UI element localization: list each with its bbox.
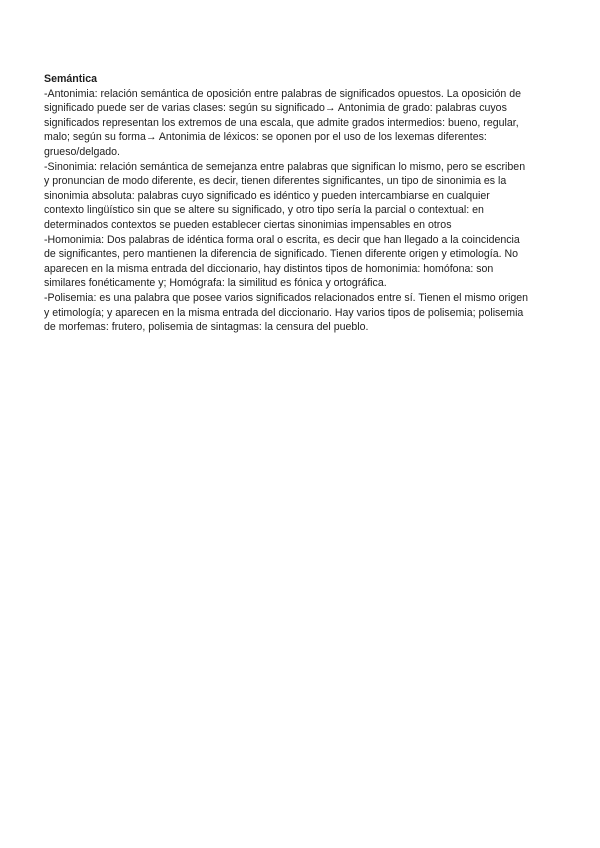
- paragraph-homonimia: -Homonimia: Dos palabras de idéntica forma oral o escrita, es decir que han llegado a la coincidencia de significantes, pero mantienen la diferencia de significado. Tienen diferente origen y etimología. No aparecen en la misma entrada del diccionario, hay distintos tipos de homonimia: homófona: son similares fonéticamente y; Homógrafa: la similitud es fónica y ortográfica.: [44, 233, 520, 290]
- paragraph-antonimia: -Antonimia: relación semántica de oposición entre palabras de significados opuestos. La oposición de significado puede ser de varias clases: según su significado→ Antonimia de grado: palabras cuyos significados representan los extremos de una escala, que admite grados intermedios: bueno, regular, malo; según su forma→ Antonimia de léxicos: se oponen por el uso de los lexemas diferentes: grueso/delgado.: [44, 87, 522, 158]
- paragraph-polisemia: -Polisemia: es una palabra que posee varios significados relacionados entre sí. Tienen el mismo origen y etimología; y aparecen en la misma entrada del diccionario. Hay varios tipos de polisemia; polisemia de morfemas: frutero, polisemia de sintagmas: la censura del pueblo.: [44, 291, 529, 334]
- document-title: Semántica: [44, 73, 97, 85]
- document-body: [44, 72, 532, 335]
- paragraph-sinonimia: -Sinonimia: relación semántica de semejanza entre palabras que significan lo mismo, pero se escriben y pronuncian de modo diferente, es decir, tienen diferentes significantes, un tipo de sinonimia es la sinonimia absoluta: palabras cuyo significado es idéntico y pueden intercambiarse en cualquier contexto lingüístico sin que se altere su significado, y otro tipo sería la parcial o contextual: en determinados contextos se pueden establecer ciertas sinonimias impensables en otros: [44, 160, 526, 231]
